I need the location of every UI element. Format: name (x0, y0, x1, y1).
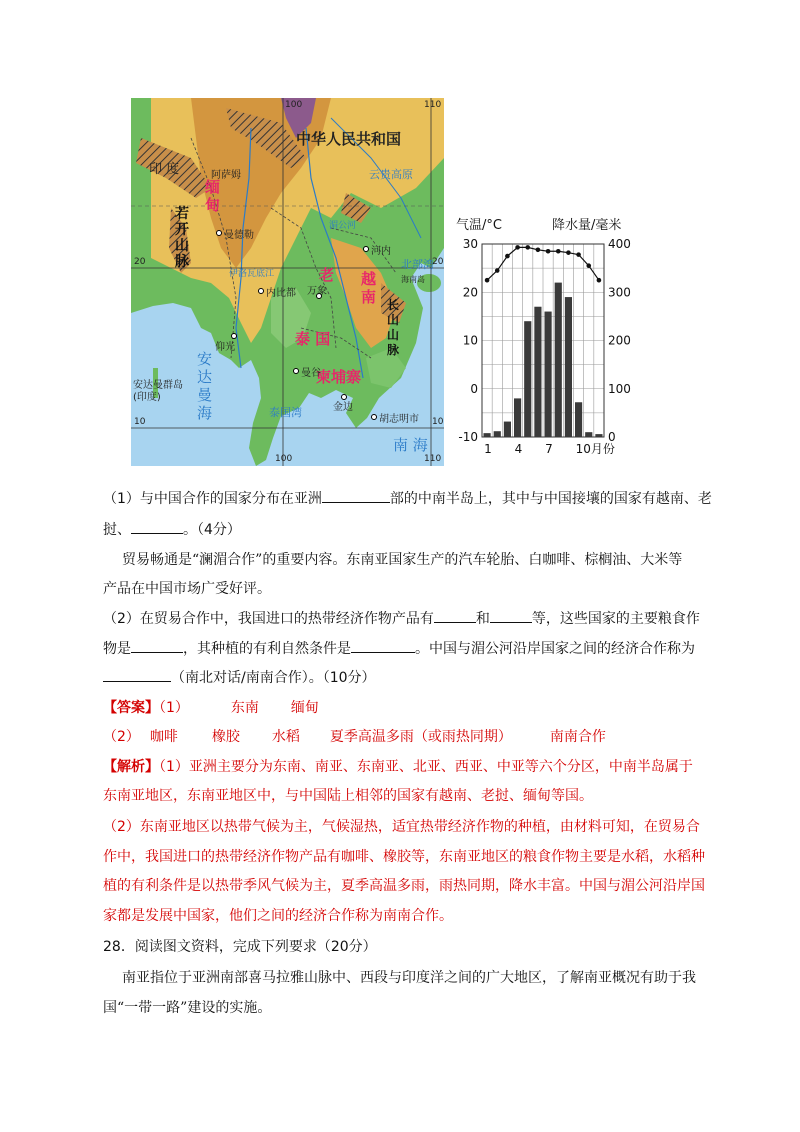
precip-tick-label: 200 (608, 333, 631, 348)
answer2-e: 南南合作 (549, 729, 606, 745)
precip-bar (585, 432, 592, 437)
explanation-line-2: 东南亚地区，东南亚地区中，与中国陆上相邻的国家有越南、老挝、缅甸等国。 (103, 788, 593, 804)
label-china: 中华人民共和国 (296, 130, 402, 148)
precip-bar (524, 321, 531, 437)
temp-tick-label: 30 (462, 237, 478, 251)
label-hcmc: 胡志明市 (379, 414, 419, 425)
q28-intro-line-2: 国“一带一路”建设的实施。 (103, 1000, 272, 1016)
lat-label-20-left: 20 (134, 257, 146, 267)
lon-label-100-top: 100 (285, 100, 303, 110)
temperature-point (566, 250, 571, 255)
month-tick-label: 7 (545, 442, 553, 456)
temperature-point (485, 278, 490, 283)
q2-text-d: 物是 (103, 641, 131, 657)
precip-tick-label: 100 (608, 381, 631, 396)
q2-blank-2[interactable] (490, 608, 532, 623)
precip-bar (504, 422, 511, 437)
temperature-point (495, 268, 500, 273)
q2-line-3 (103, 667, 376, 688)
precip-bar (484, 433, 491, 437)
label-phnompenh: 金边 (333, 402, 353, 413)
city-dot-mandalay (216, 230, 222, 236)
q28-intro-line-1: 南亚指位于亚洲南部喜马拉雅山脉中、西段与印度洋之间的广大地区，了解南亚概况有助于我 (122, 970, 696, 986)
q1-text-c: 挝、 (103, 522, 131, 538)
temperature-point (556, 249, 561, 254)
label-andaman-sea: 安 达 曼 海 (197, 350, 213, 422)
explanation-line-6: 家都是发展中国家，他们之间的经济合作称为南南合作。 (103, 908, 453, 924)
label-annamite-range: 长 山 山 脉 (387, 298, 400, 357)
label-mekong: 湄公河 (329, 221, 357, 231)
climate-chart (452, 208, 642, 468)
label-thailand: 泰 国 (295, 330, 331, 348)
label-bangkok: 曼谷 (301, 368, 321, 379)
q2-text-g: （南北对话/南南合作）。（10分） (171, 670, 376, 686)
temperature-point (505, 254, 510, 259)
q2-blank-1[interactable] (434, 608, 476, 623)
lat-label-10-right: 10 (432, 417, 444, 427)
lat-label-20-right: 20 (432, 257, 444, 267)
month-tick-label: 1 (484, 442, 492, 456)
southeast-asia-map (131, 98, 444, 466)
label-yungui-plateau: 云贵高原 (369, 168, 413, 181)
label-andaman-islands: 安达曼群岛 (印度) (133, 380, 183, 403)
month-tick-label: 10月份 (575, 442, 615, 456)
label-south-china-sea: 南 海 (393, 436, 428, 454)
label-vientiane: 万象 (307, 286, 327, 297)
q1-line-2 (103, 519, 241, 540)
city-dot-naypyidaw (258, 288, 264, 294)
label-india: 印 度 (149, 162, 180, 177)
label-yangon: 仰光 (215, 342, 235, 353)
temperature-point (525, 245, 530, 250)
lon-label-100-bottom: 100 (275, 454, 293, 464)
temperature-point (536, 247, 541, 252)
label-naypyidaw: 内比都 (266, 288, 296, 299)
answer-line-1 (103, 698, 319, 718)
city-dot-bangkok (293, 368, 299, 374)
label-tonkin-gulf: 北部湾 (401, 258, 434, 271)
temperature-point (546, 249, 551, 254)
q2-text-b: 和 (475, 611, 490, 627)
answer2-c: 水稻 (271, 729, 300, 745)
temperature-point (515, 245, 520, 250)
label-myanmar: 缅 甸 (205, 178, 221, 214)
temp-tick-label: 20 (462, 285, 478, 300)
answer1-b: 缅甸 (290, 700, 319, 716)
q1-blank-1[interactable] (322, 488, 390, 503)
intro-line-2: 产品在中国市场广受好评。 (103, 581, 271, 597)
label-hainan: 海南岛 (401, 275, 425, 284)
intro-line-1: 贸易畅通是“澜湄合作”的重要内容。东南亚国家生产的汽车轮胎、白咖啡、棕榈油、大米等 (122, 552, 683, 568)
q2-text-e: ，其种植的有利自然条件是 (183, 641, 351, 657)
q1-text-b: 部的中南半岛上，其中与中国接壤的国家有越南、老 (389, 491, 712, 507)
temp-axis-title: 气温/°C (456, 218, 502, 233)
temp-tick-label: 0 (470, 381, 478, 396)
answer2-d: 夏季高温多雨（或雨热同期） (329, 729, 512, 745)
label-gulf-of-thailand: 泰国湾 (269, 406, 302, 419)
city-dot-hanoi (363, 246, 369, 252)
q2-blank-5[interactable] (103, 667, 171, 682)
label-vietnam: 越 南 (361, 270, 377, 306)
climate-plot (452, 232, 642, 468)
lon-label-110-bottom: 110 (424, 454, 442, 464)
lon-label-110-top: 110 (424, 100, 442, 110)
q2-text-f: 。中国与湄公河沿岸国家之间的经济合作称为 (415, 641, 695, 657)
precip-bar (534, 307, 541, 437)
city-dot-hcmc (371, 414, 377, 420)
month-tick-label: 4 (514, 442, 523, 456)
q2-line-1 (103, 608, 700, 629)
label-hanoi: 河内 (371, 246, 391, 257)
answer1-a: 东南 (230, 700, 259, 716)
temperature-point (586, 263, 591, 268)
label-mandalay: 曼德勒 (224, 230, 254, 241)
q1-text-a: （1）与中国合作的国家分布在亚洲 (103, 491, 322, 507)
precip-bar (555, 283, 562, 437)
explanation-line-3: （2）东南亚地区以热带气候为主，气候湿热，适宜热带经济作物的种植，由材料可知，在贸易合 (103, 819, 700, 835)
q1-line-1 (103, 488, 712, 509)
precip-bar (575, 402, 582, 437)
q2-text-a: （2）在贸易合作中，我国进口的热带经济作物产品有 (103, 611, 434, 627)
answer-line-2 (103, 727, 606, 747)
q2-text-c: 等，这些国家的主要粮食作 (531, 611, 700, 627)
temperature-point (576, 252, 581, 257)
answer2-a: 咖啡 (149, 729, 178, 745)
temp-tick-label: 10 (462, 333, 478, 348)
explanation-tag: 【解析】 (103, 759, 159, 775)
explanation-line-1 (103, 757, 693, 777)
q2-blank-4[interactable] (351, 638, 415, 653)
precip-tick-label: 300 (608, 285, 631, 300)
q1-text-d: 。（4分） (183, 522, 241, 538)
explanation1-a: （1）亚洲主要分为东南、南亚、东南亚、北亚、西亚、中亚等六个分区，中南半岛属于 (159, 759, 693, 775)
label-laos: 老 (319, 266, 335, 284)
precip-bar (494, 431, 501, 437)
q1-blank-2[interactable] (131, 519, 183, 534)
precip-axis-title: 降水量/毫米 (552, 218, 622, 233)
precip-bar (595, 434, 602, 437)
q2-line-2 (103, 638, 695, 659)
precip-bar (565, 297, 572, 437)
label-assam: 阿萨姆 (211, 170, 241, 181)
temperature-point (597, 278, 602, 283)
label-arakan-mountains: 若 开 山 脉 (175, 206, 189, 270)
label-irrawaddy: 伊洛瓦底江 (229, 269, 275, 279)
explanation-line-5: 植的有利条件是以热带季风气候为主，夏季高温多雨，雨热同期，降水丰富。中国与湄公河沿岸国 (103, 878, 705, 894)
explanation-line-4: 作中，我国进口的热带经济作物产品有咖啡、橡胶等，东南亚地区的粮食作物主要是水稻，水稻种 (103, 849, 705, 865)
answer2-b: 橡胶 (211, 729, 240, 745)
precip-bar (514, 398, 521, 437)
q28-heading: 28．阅读图文资料，完成下列要求（20分） (103, 939, 377, 955)
lat-label-10-left: 10 (134, 417, 146, 427)
label-cambodia: 柬埔寨 (316, 368, 362, 386)
temp-tick-label: -10 (458, 430, 478, 444)
precip-bar (545, 312, 552, 437)
precip-tick-label: 0 (608, 430, 616, 444)
answer-tag: 【答案】 (103, 700, 159, 716)
answer2-num: （2） (103, 729, 140, 745)
q2-blank-3[interactable] (131, 638, 183, 653)
precip-tick-label: 400 (608, 237, 631, 251)
answer1-num: （1） (159, 700, 189, 716)
